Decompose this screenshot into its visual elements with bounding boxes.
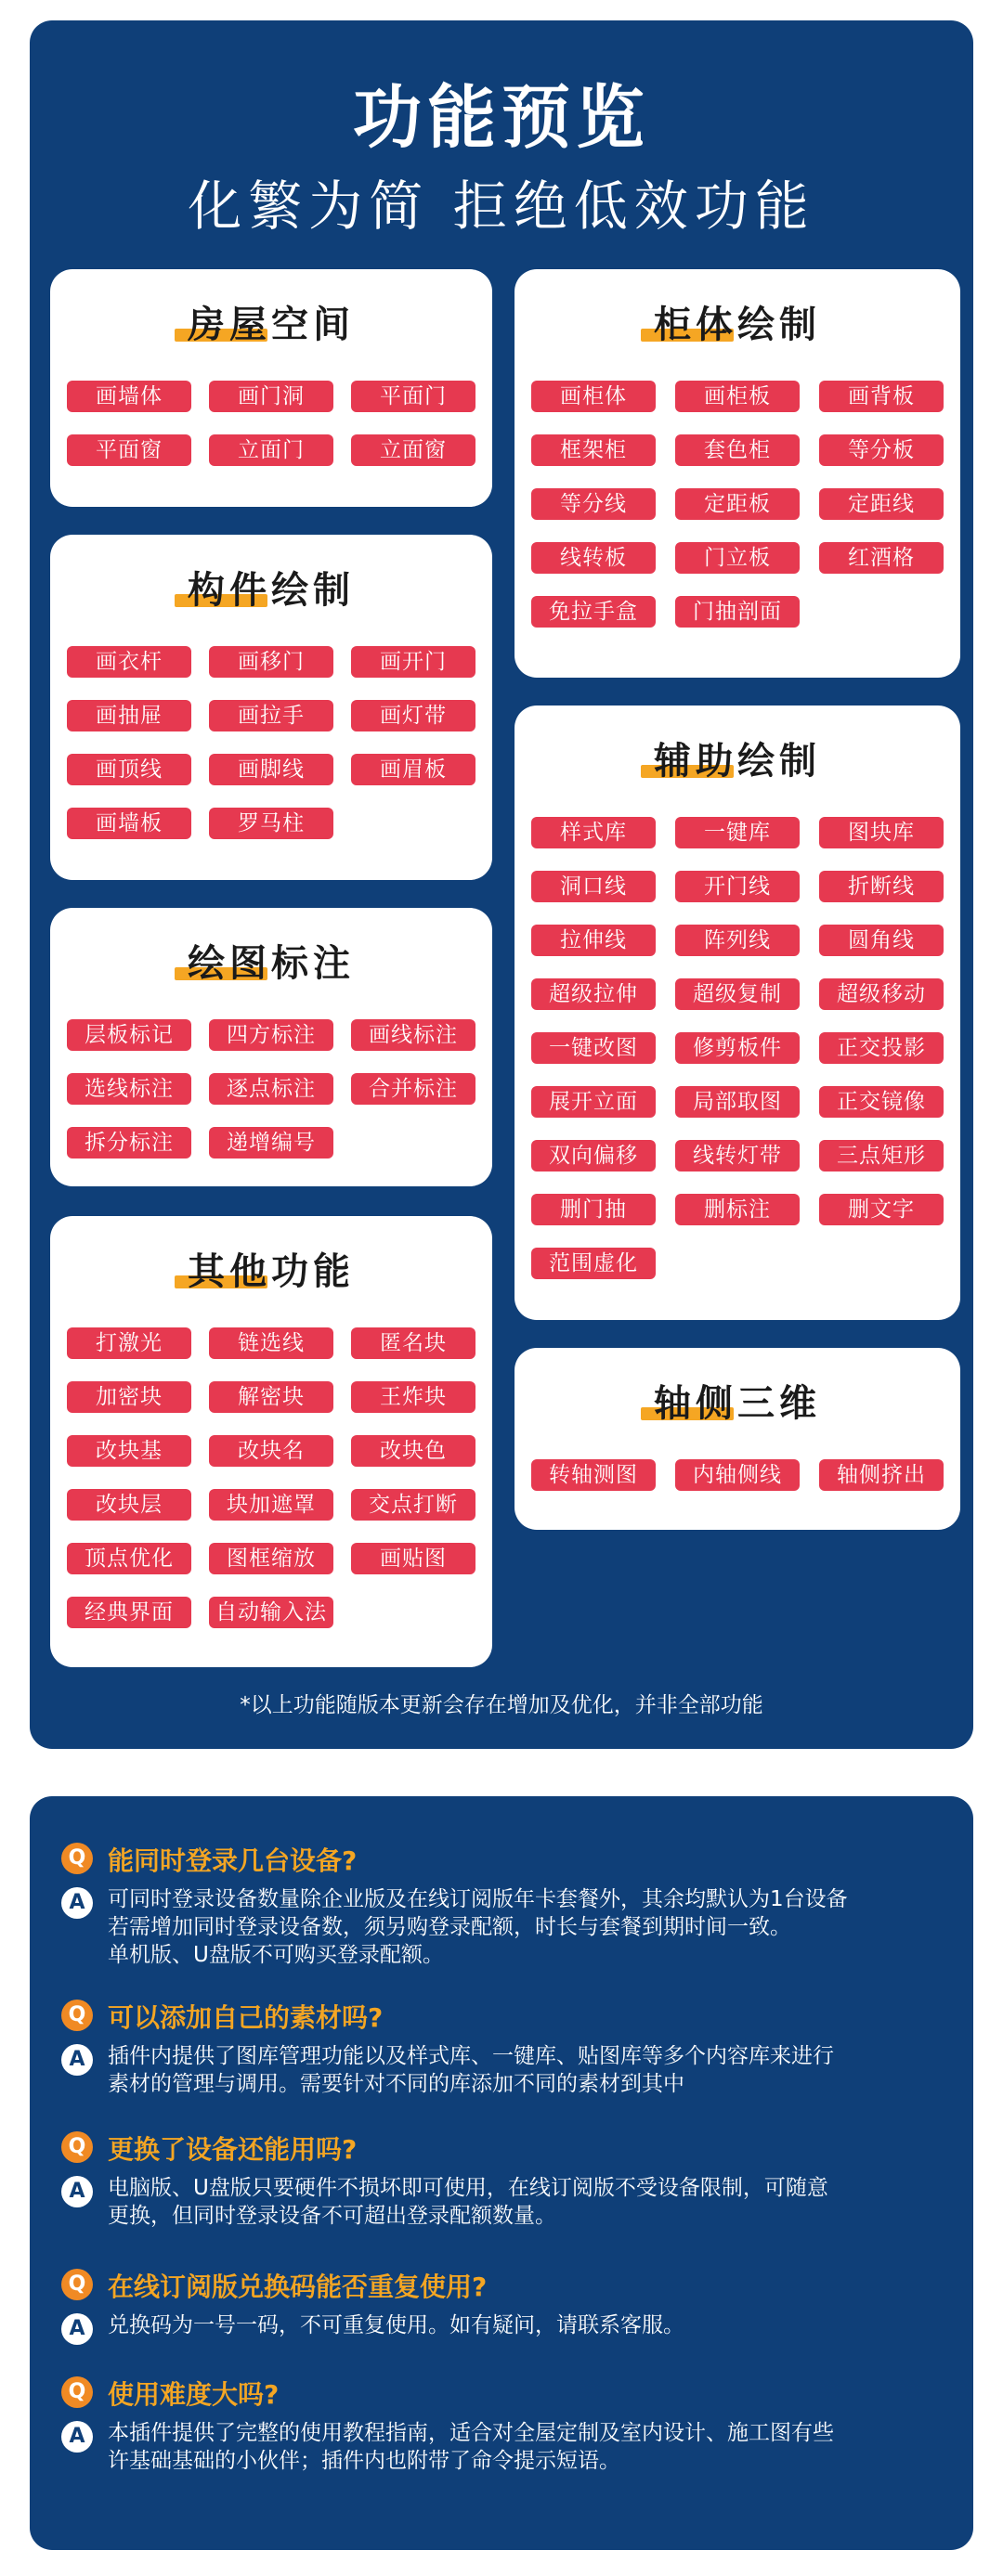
feature-tag: 超级移动 <box>819 978 944 1010</box>
feature-tag: 转轴测图 <box>531 1459 656 1491</box>
feature-tag: 交点打断 <box>351 1489 475 1521</box>
feature-tag: 画拉手 <box>209 700 333 731</box>
card-iso <box>515 1348 960 1530</box>
feature-tag: 拆分标注 <box>67 1127 191 1159</box>
feature-tag: 红酒格 <box>819 542 944 574</box>
card-cabinet <box>515 269 960 678</box>
feature-tag: 罗马柱 <box>209 808 333 839</box>
answer-line: 若需增加同时登录设备数，须另购登录配额，时长与套餐到期时间一致。 <box>108 1915 791 1939</box>
feature-tag: 画柜体 <box>531 381 656 412</box>
feature-tag: 图框缩放 <box>209 1543 333 1574</box>
feature-tag: 定距板 <box>675 488 800 520</box>
section-title <box>515 731 960 784</box>
answer-text <box>108 2042 962 2098</box>
feature-tag: 画墙板 <box>67 808 191 839</box>
feature-tag: 范围虚化 <box>531 1248 656 1279</box>
card-annot <box>50 908 492 1186</box>
section-title-text: 其他功能 <box>188 1250 355 1293</box>
card-house <box>50 269 492 507</box>
feature-tag: 匿名块 <box>351 1327 475 1359</box>
answer-line: 电脑版、U盘版只要硬件不损坏即可使用，在线订阅版不受设备限制，可随意 <box>108 2176 828 2200</box>
feature-tag: 三点矩形 <box>819 1140 944 1171</box>
answer-badge: A <box>61 2176 93 2207</box>
feature-tag: 四方标注 <box>209 1019 333 1051</box>
footnote: *以上功能随版本更新会存在增加及优化，并非全部功能 <box>240 1693 763 1717</box>
question-badge: Q <box>61 2376 93 2408</box>
section-title <box>50 561 492 614</box>
page-title: 功能预览 <box>353 78 650 158</box>
feature-tag: 立面窗 <box>351 434 475 466</box>
feature-tag: 画贴图 <box>351 1543 475 1574</box>
question-text: 能同时登录几台设备? <box>108 1845 358 1876</box>
section-title <box>515 1374 960 1427</box>
feature-tag: 立面门 <box>209 434 333 466</box>
answer-badge: A <box>61 1887 93 1919</box>
feature-tag: 加密块 <box>67 1381 191 1413</box>
feature-tag: 画衣杆 <box>67 646 191 678</box>
feature-tag: 画线标注 <box>351 1019 475 1051</box>
feature-tag: 解密块 <box>209 1381 333 1413</box>
feature-tag: 线转灯带 <box>675 1140 800 1171</box>
feature-tag: 超级拉伸 <box>531 978 656 1010</box>
feature-tag: 画抽屉 <box>67 700 191 731</box>
feature-tag: 画脚线 <box>209 754 333 785</box>
feature-tag: 画顶线 <box>67 754 191 785</box>
feature-tag: 定距线 <box>819 488 944 520</box>
feature-tag: 平面门 <box>351 381 475 412</box>
answer-line: 素材的管理与调用。需要针对不同的库添加不同的素材到其中 <box>108 2072 684 2096</box>
feature-tag: 链选线 <box>209 1327 333 1359</box>
section-title <box>50 934 492 987</box>
feature-tag: 内轴侧线 <box>675 1459 800 1491</box>
feature-tag: 开门线 <box>675 871 800 902</box>
feature-tag: 圆角线 <box>819 925 944 956</box>
feature-tag: 套色柜 <box>675 434 800 466</box>
feature-tag: 自动输入法 <box>209 1597 333 1628</box>
feature-tag: 正交投影 <box>819 1032 944 1064</box>
feature-tag: 等分线 <box>531 488 656 520</box>
feature-tag: 一键改图 <box>531 1032 656 1064</box>
feature-tag: 局部取图 <box>675 1086 800 1118</box>
answer-line: 单机版、U盘版不可购买登录配额。 <box>108 1943 444 1967</box>
feature-tag: 删门抽 <box>531 1194 656 1225</box>
card-aux <box>515 705 960 1320</box>
feature-tag: 轴侧挤出 <box>819 1459 944 1491</box>
feature-tag: 删文字 <box>819 1194 944 1225</box>
feature-tag: 阵列线 <box>675 925 800 956</box>
feature-tag: 正交镜像 <box>819 1086 944 1118</box>
page-subtitle: 化繁为简 拒绝低效功能 <box>188 175 815 238</box>
question-text: 在线订阅版兑换码能否重复使用? <box>108 2272 488 2302</box>
answer-line: 可同时登录设备数量除企业版及在线订阅版年卡套餐外，其余均默认为1台设备 <box>108 1887 848 1911</box>
feature-tag: 画门洞 <box>209 381 333 412</box>
question-text: 使用难度大吗? <box>108 2379 280 2410</box>
answer-line: 本插件提供了完整的使用教程指南，适合对全屋定制及室内设计、施工图有些 <box>108 2421 834 2445</box>
answer-badge: A <box>61 2044 93 2076</box>
feature-tag: 改块色 <box>351 1435 475 1467</box>
section-title-text: 房屋空间 <box>188 304 355 346</box>
section-title-text: 辅助绘制 <box>654 740 821 783</box>
feature-tag: 王炸块 <box>351 1381 475 1413</box>
feature-tag: 经典界面 <box>67 1597 191 1628</box>
section-title <box>515 295 960 348</box>
answer-text <box>108 1885 962 1969</box>
answer-line: 插件内提供了图库管理功能以及样式库、一键库、贴图库等多个内容库来进行 <box>108 2044 834 2068</box>
card-other <box>50 1216 492 1667</box>
feature-tag: 画柜板 <box>675 381 800 412</box>
feature-tag: 画墙体 <box>67 381 191 412</box>
section-title-text: 轴侧三维 <box>654 1382 821 1425</box>
section-title-text: 绘图标注 <box>188 942 355 985</box>
answer-line: 兑换码为一号一码，不可重复使用。如有疑问，请联系客服。 <box>108 2313 684 2337</box>
feature-tag: 一键库 <box>675 817 800 848</box>
feature-tag: 打激光 <box>67 1327 191 1359</box>
feature-tag: 折断线 <box>819 871 944 902</box>
question-text: 可以添加自己的素材吗? <box>108 2002 384 2033</box>
feature-tag: 修剪板件 <box>675 1032 800 1064</box>
feature-tag: 线转板 <box>531 542 656 574</box>
feature-tag: 等分板 <box>819 434 944 466</box>
feature-tag: 画灯带 <box>351 700 475 731</box>
question-badge: Q <box>61 2000 93 2031</box>
feature-tag: 改块基 <box>67 1435 191 1467</box>
feature-tag: 合并标注 <box>351 1073 475 1105</box>
feature-tag: 画眉板 <box>351 754 475 785</box>
feature-tag: 块加遮罩 <box>209 1489 333 1521</box>
feature-tag: 框架柜 <box>531 434 656 466</box>
feature-tag: 选线标注 <box>67 1073 191 1105</box>
feature-tag: 平面窗 <box>67 434 191 466</box>
answer-badge: A <box>61 2313 93 2345</box>
question-badge: Q <box>61 1843 93 1874</box>
feature-tag: 删标注 <box>675 1194 800 1225</box>
section-title-text: 柜体绘制 <box>654 304 821 346</box>
feature-tag: 双向偏移 <box>531 1140 656 1171</box>
answer-line: 许基础基础的小伙伴；插件内也附带了命令提示短语。 <box>108 2449 620 2473</box>
answer-text <box>108 2174 962 2230</box>
feature-tag: 免拉手盒 <box>531 596 656 628</box>
feature-tag: 改块层 <box>67 1489 191 1521</box>
feature-tag: 改块名 <box>209 1435 333 1467</box>
feature-tag: 门立板 <box>675 542 800 574</box>
feature-tag: 逐点标注 <box>209 1073 333 1105</box>
section-title-text: 构件绘制 <box>188 569 355 612</box>
question-badge: Q <box>61 2269 93 2300</box>
feature-tag: 画开门 <box>351 646 475 678</box>
feature-tag: 顶点优化 <box>67 1543 191 1574</box>
question-text: 更换了设备还能用吗? <box>108 2134 358 2165</box>
card-parts <box>50 535 492 880</box>
answer-text <box>108 2311 962 2339</box>
feature-tag: 画背板 <box>819 381 944 412</box>
feature-tag: 画移门 <box>209 646 333 678</box>
feature-tag: 递增编号 <box>209 1127 333 1159</box>
section-title <box>50 1242 492 1295</box>
feature-tag: 图块库 <box>819 817 944 848</box>
answer-line: 更换，但同时登录设备不可超出登录配额数量。 <box>108 2204 556 2228</box>
feature-tag: 层板标记 <box>67 1019 191 1051</box>
section-title <box>50 295 492 348</box>
feature-tag: 拉伸线 <box>531 925 656 956</box>
feature-tag: 超级复制 <box>675 978 800 1010</box>
feature-tag: 洞口线 <box>531 871 656 902</box>
question-badge: Q <box>61 2131 93 2163</box>
feature-tag: 展开立面 <box>531 1086 656 1118</box>
answer-text <box>108 2419 962 2475</box>
feature-tag: 门抽剖面 <box>675 596 800 628</box>
answer-badge: A <box>61 2421 93 2453</box>
feature-tag: 样式库 <box>531 817 656 848</box>
